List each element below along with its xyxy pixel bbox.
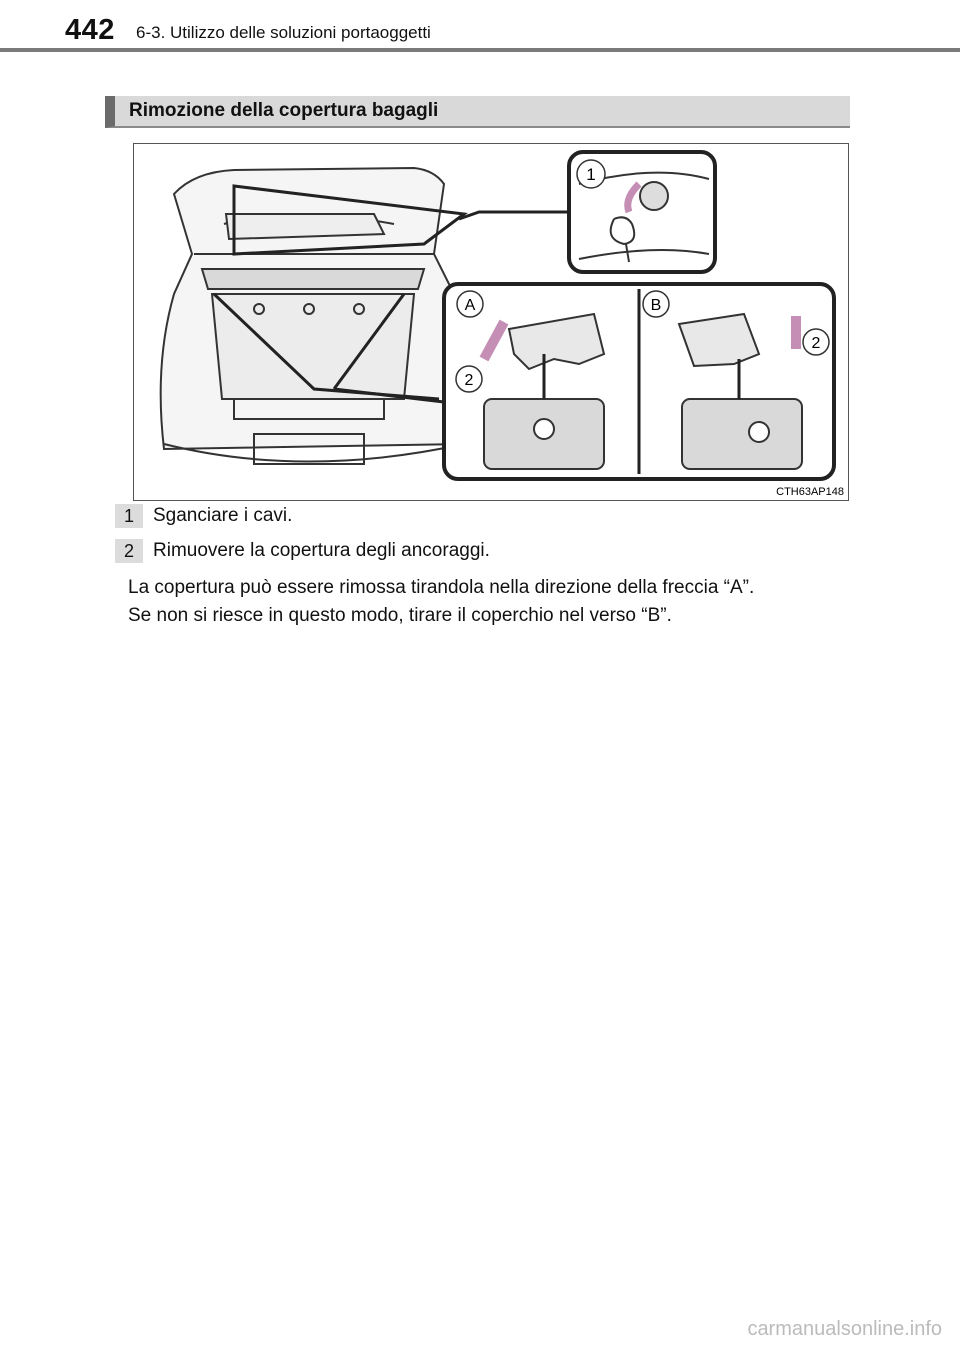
step-1 [115, 504, 292, 528]
step-number: 2 [115, 539, 143, 563]
step-number: 1 [115, 504, 143, 528]
callout-1-top: 1 [586, 165, 596, 184]
callout-2-left: 2 [464, 372, 474, 389]
section-header [105, 96, 850, 128]
header-rule [0, 48, 960, 52]
step-2 [115, 539, 490, 563]
section-title: Rimozione della copertura bagagli [129, 100, 439, 121]
figure-code: CTH63AP148 [776, 486, 844, 498]
illustration-figure [133, 143, 849, 501]
step-text: Sganciare i cavi. [153, 505, 293, 526]
watermark-logo [702, 1315, 942, 1341]
cover-panel [202, 269, 424, 289]
section-path: 6-3. Utilizzo delle soluzioni portaoggetti [136, 23, 431, 42]
paragraph-1: La copertura può essere rimossa tirandola nella direzione della freccia “A”. [128, 577, 755, 598]
luggage-cover-illustration [134, 144, 850, 502]
page-number: 442 [65, 14, 115, 46]
step-text: Rimuovere la copertura degli ancoraggi. [153, 540, 490, 561]
callout-2-right: 2 [811, 335, 821, 352]
callout-B: B [650, 297, 662, 314]
callout-A: A [464, 297, 476, 314]
svg-text:carmanualsonline.info: carmanualsonline.info [747, 1318, 942, 1340]
paragraph-2: Se non si riesce in questo modo, tirare il coperchio nel verso “B”. [128, 605, 672, 626]
